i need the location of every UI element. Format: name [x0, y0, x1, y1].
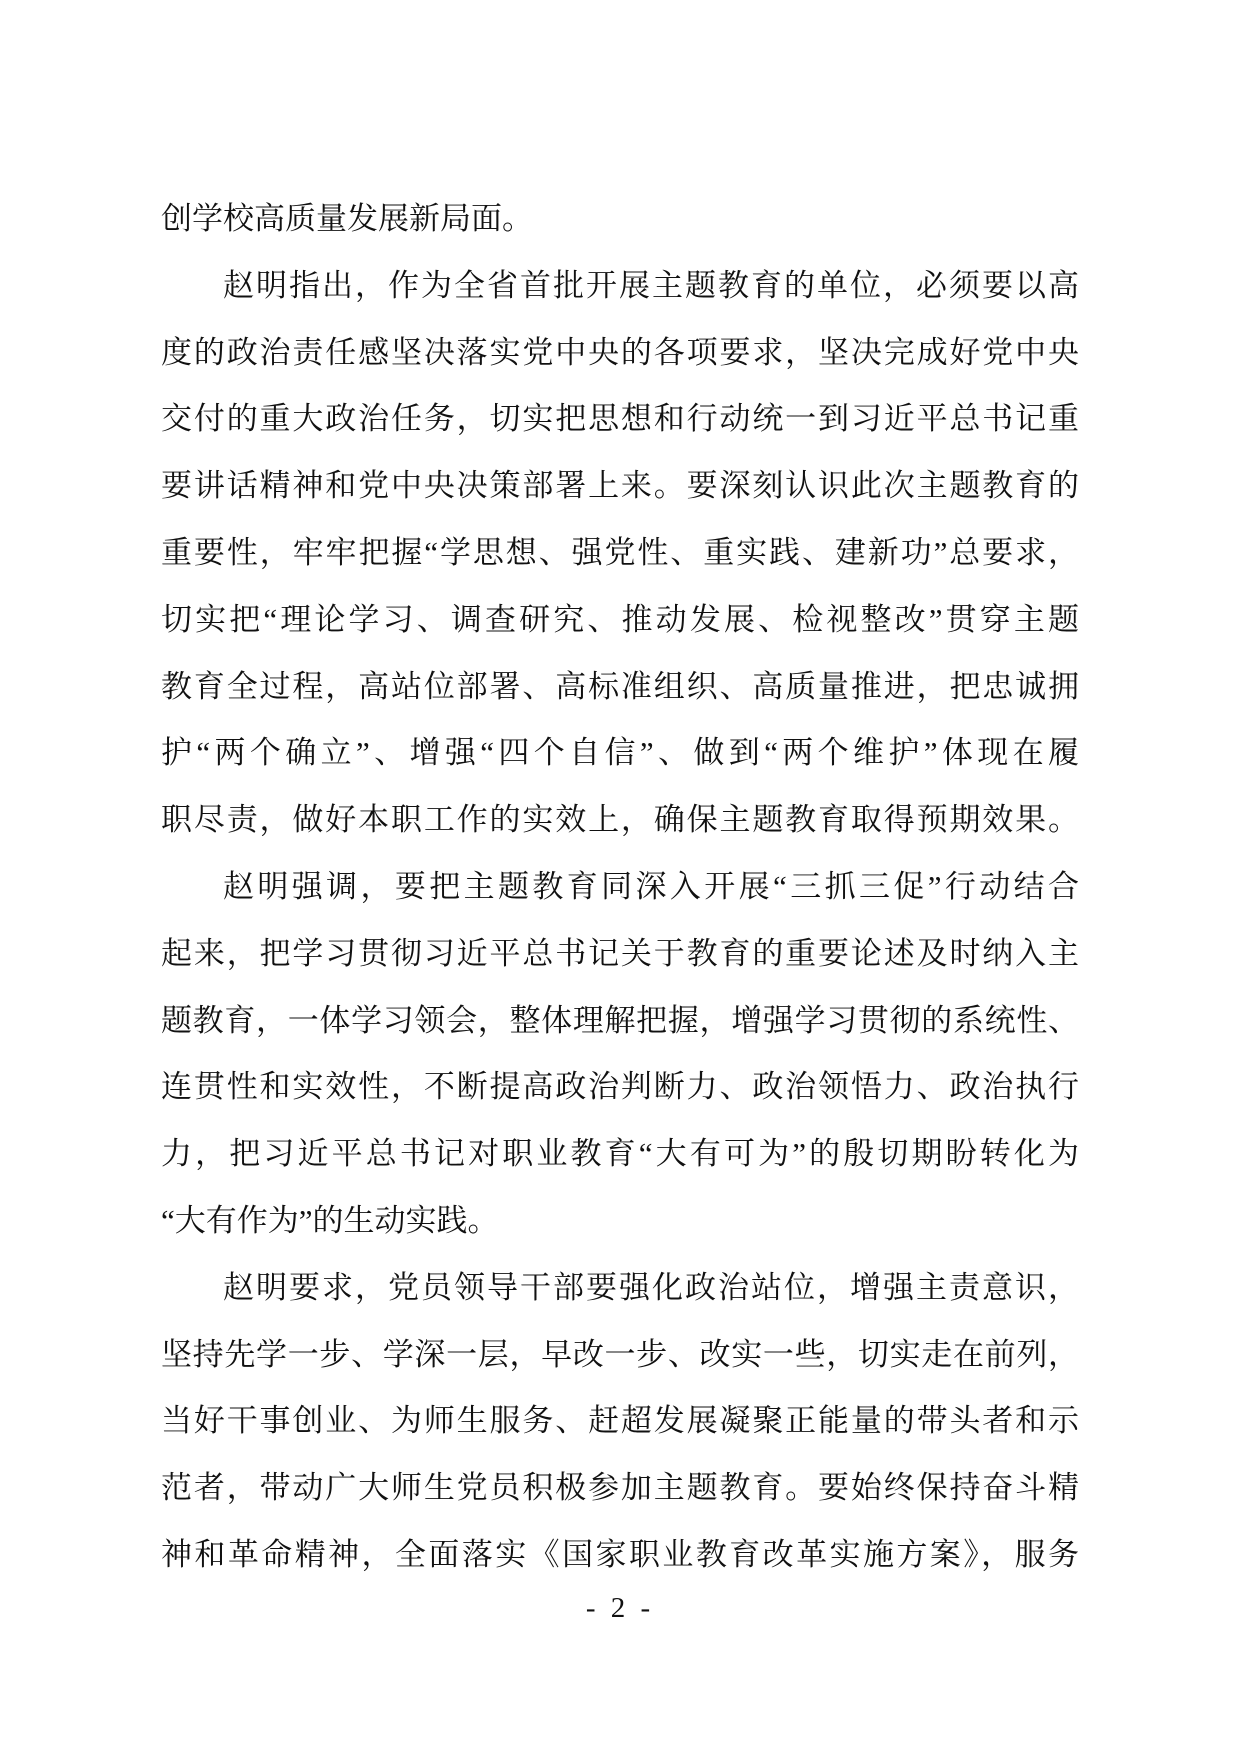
text-line: 神和革命精神，全面落实《国家职业教育改革实施方案》，服务 — [161, 1536, 1079, 1572]
text-line: 赵明强调，要把主题教育同深入开展“三抓三促”行动结合 — [223, 868, 1079, 904]
text-line: 坚持先学一步、学深一层，早改一步、改实一些，切实走在前列， — [161, 1336, 1079, 1372]
text-line: 要讲话精神和党中央决策部署上来。要深刻认识此次主题教育的 — [161, 468, 1079, 504]
document-body — [161, 186, 1079, 1589]
text-line: 题教育，一体学习领会，整体理解把握，增强学习贯彻的系统性、 — [161, 1002, 1079, 1038]
text-line: 范者，带动广大师生党员积极参加主题教育。要始终保持奋斗精 — [161, 1470, 1079, 1506]
text-line: 力，把习近平总书记对职业教育“大有可为”的殷切期盼转化为 — [161, 1136, 1079, 1172]
text-line: 护“两个确立”、增强“四个自信”、做到“两个维护”体现在履 — [161, 735, 1079, 771]
text-line: 教育全过程，高站位部署、高标准组织、高质量推进，把忠诚拥 — [161, 668, 1079, 704]
text-line: 职尽责，做好本职工作的实效上，确保主题教育取得预期效果。 — [161, 802, 1079, 838]
text-line: 交付的重大政治任务，切实把思想和行动统一到习近平总书记重 — [161, 401, 1079, 437]
text-line: 度的政治责任感坚决落实党中央的各项要求，坚决完成好党中央 — [161, 334, 1079, 370]
page-number: - 2 - — [585, 1592, 655, 1624]
text-line: 赵明指出，作为全省首批开展主题教育的单位，必须要以高 — [223, 267, 1079, 303]
text-line: 起来，把学习贯彻习近平总书记关于教育的重要论述及时纳入主 — [161, 935, 1079, 971]
text-line: 赵明要求，党员领导干部要强化政治站位，增强主责意识， — [223, 1269, 1079, 1305]
text-line: “大有作为”的生动实践。 — [161, 1202, 499, 1238]
text-line: 连贯性和实效性，不断提高政治判断力、政治领悟力、政治执行 — [161, 1069, 1079, 1105]
text-line: 切实把“理论学习、调查研究、推动发展、检视整改”贯穿主题 — [161, 601, 1079, 637]
page-footer — [0, 1588, 1240, 1628]
text-line: 重要性，牢牢把握“学思想、强党性、重实践、建新功”总要求， — [161, 534, 1079, 570]
text-line: 当好干事创业、为师生服务、赶超发展凝聚正能量的带头者和示 — [161, 1403, 1079, 1439]
text-line: 创学校高质量发展新局面。 — [161, 201, 533, 236]
